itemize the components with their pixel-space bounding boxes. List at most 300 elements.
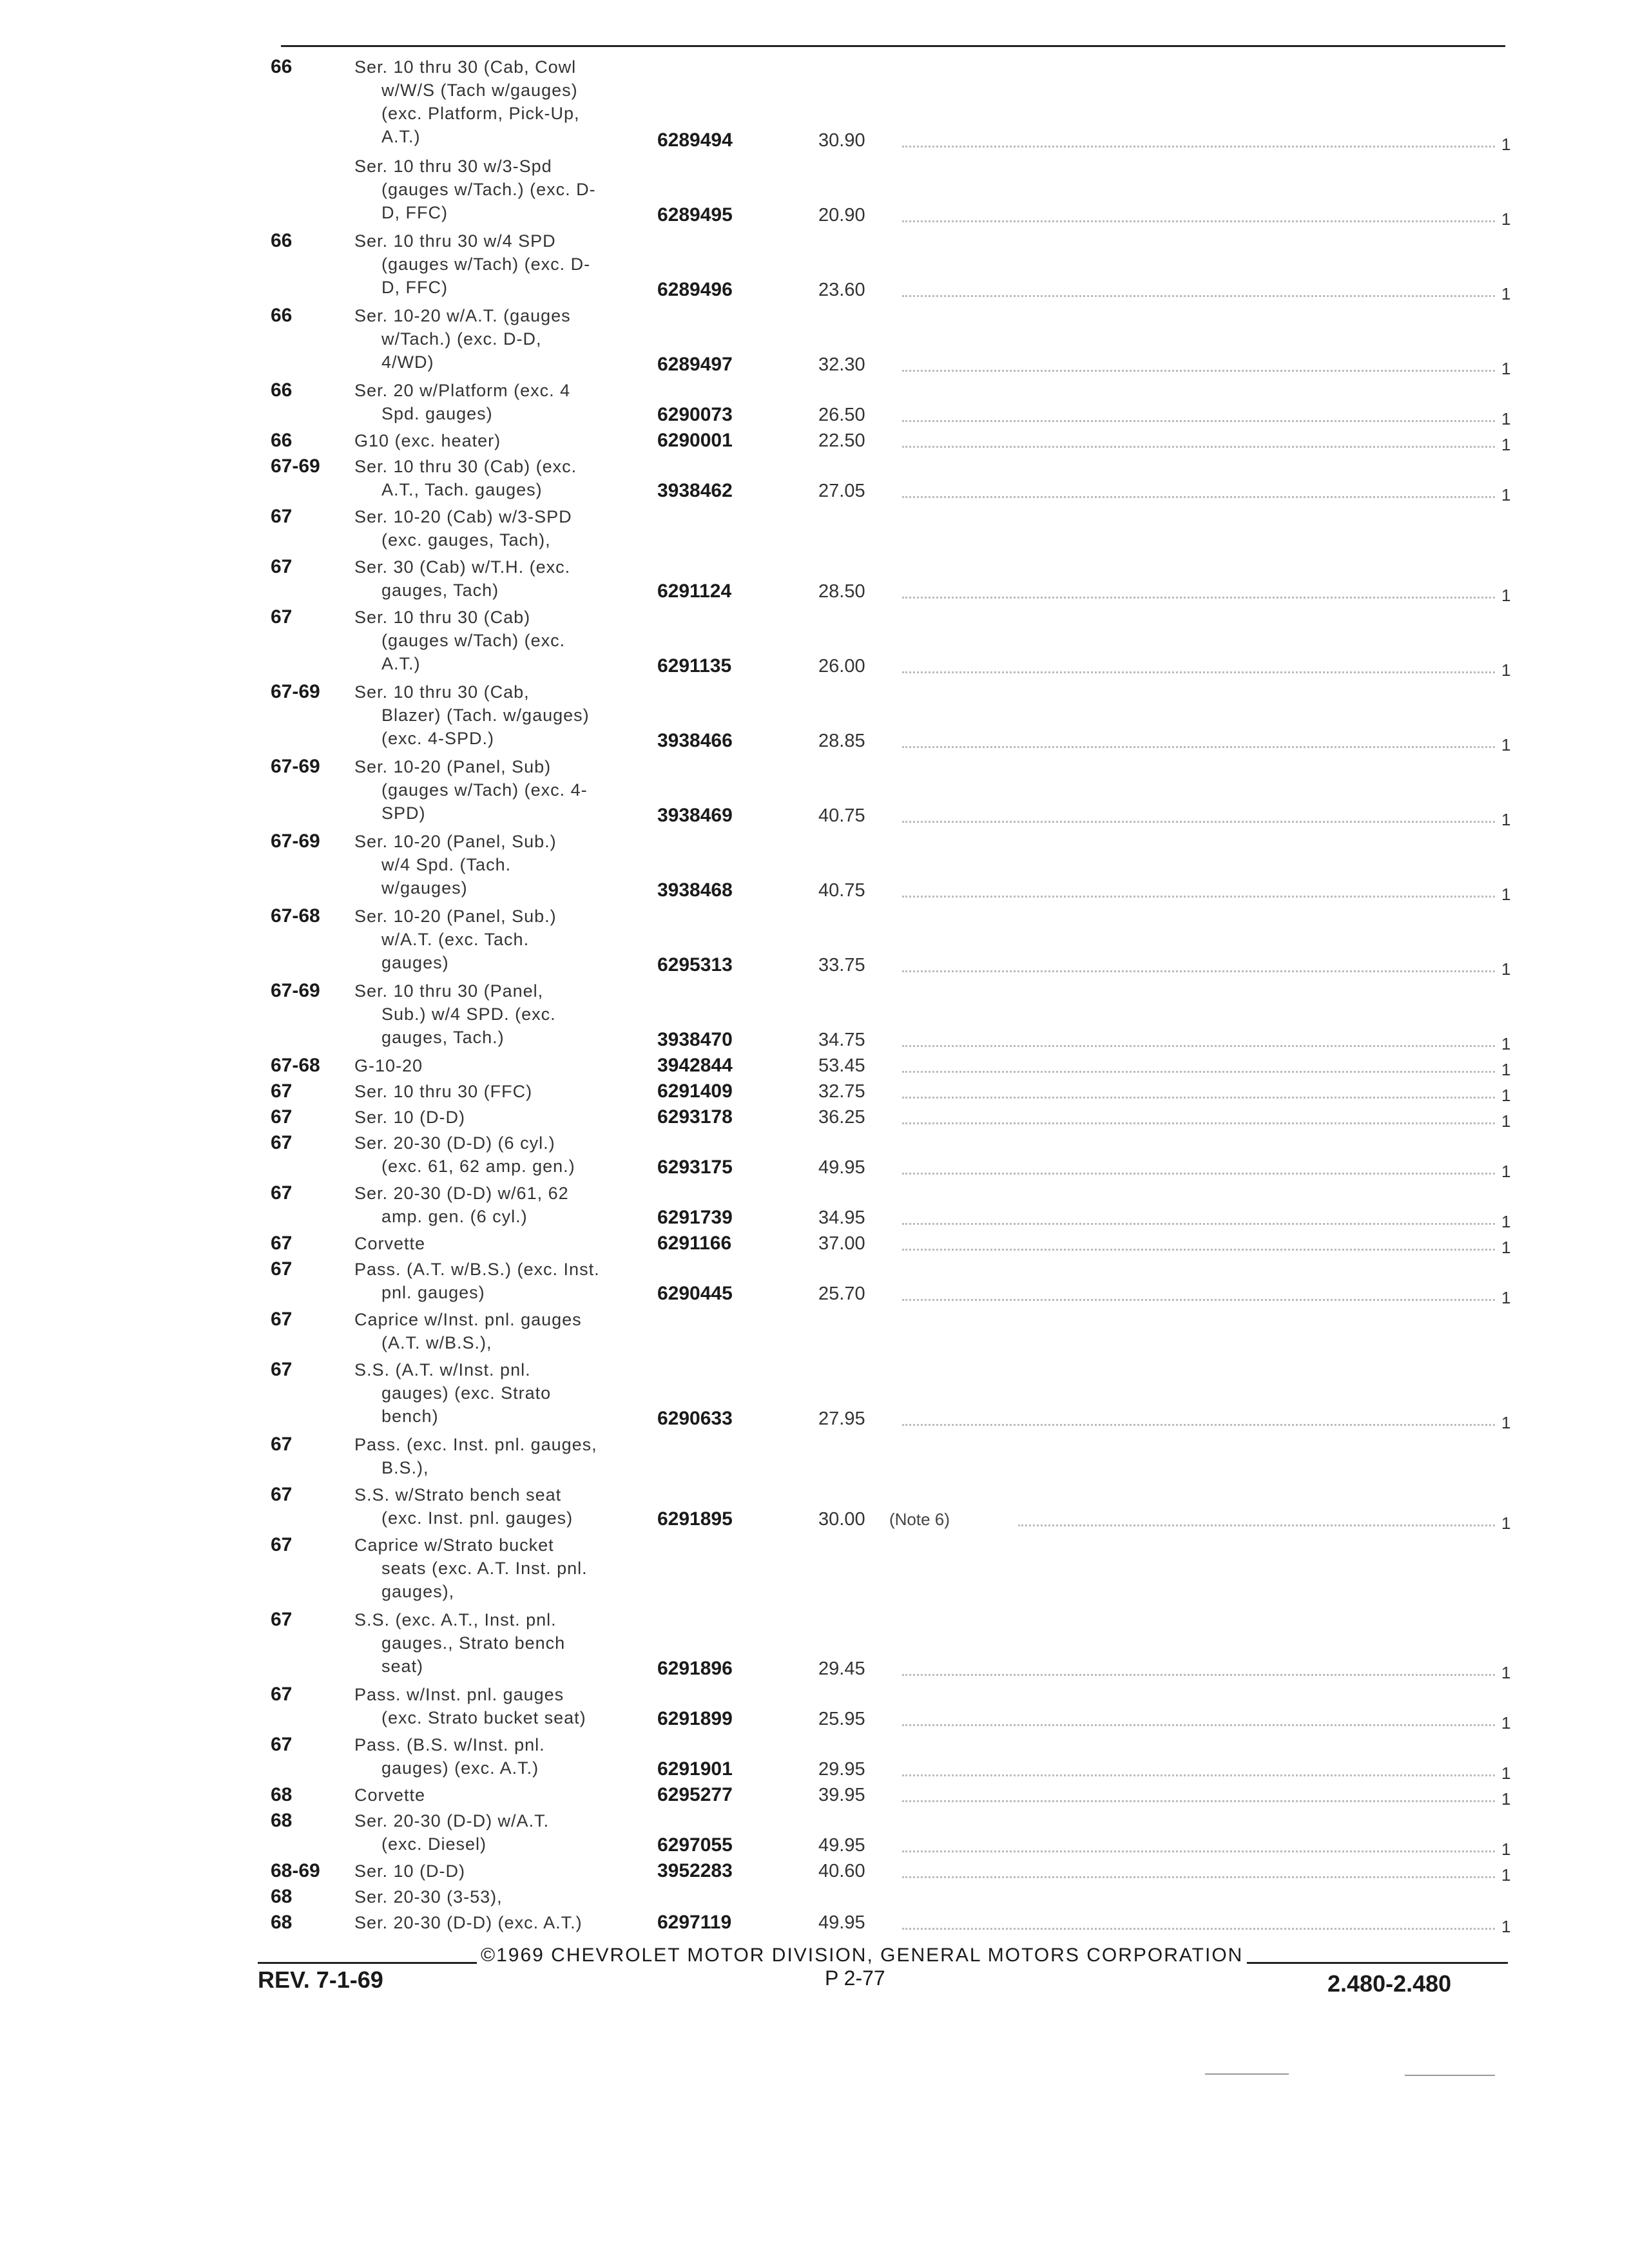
description-line: S.S. w/Strato bench seat — [354, 1485, 562, 1504]
application-description — [354, 1106, 625, 1129]
model-year: 67 — [271, 1684, 293, 1705]
model-year: 67 — [271, 1132, 293, 1153]
model-year: 66 — [271, 380, 293, 401]
price: 39.95 — [818, 1785, 865, 1805]
description-line: Ser. 10 thru 30 w/4 SPD — [354, 231, 556, 251]
description-line: Pass. (B.S. w/Inst. pnl. — [354, 1735, 545, 1754]
description-line: Ser. 10-20 (Panel, Sub.) — [354, 907, 557, 926]
quantity: 1 — [1501, 1162, 1511, 1181]
part-number: 6289497 — [657, 354, 733, 375]
application-description — [354, 1608, 625, 1678]
model-year: 66 — [271, 305, 293, 326]
application-description — [354, 304, 625, 374]
price: 20.90 — [818, 205, 865, 226]
catalog-row — [0, 1308, 1629, 1357]
application-description — [354, 1783, 625, 1807]
description-line: Blazer) (Tach. w/gauges) — [381, 706, 590, 725]
model-year: 67 — [271, 556, 293, 577]
scan-mark — [1205, 2073, 1289, 2075]
description-line: seats (exc. A.T. Inst. pnl. — [381, 1559, 588, 1578]
description-line: Ser. 10-20 (Panel, Sub) — [354, 757, 552, 776]
footer-copyright: ©1969 CHEVROLET MOTOR DIVISION, GENERAL MOTORS CORPORATION — [477, 1945, 1247, 1966]
price: 29.95 — [818, 1759, 865, 1780]
model-year: 67 — [271, 1081, 293, 1102]
description-line: w/W/S (Tach w/gauges) — [381, 81, 578, 100]
dot-leader — [902, 1045, 1495, 1047]
application-description — [354, 1733, 625, 1780]
price: 32.30 — [818, 354, 865, 375]
catalog-row — [0, 1433, 1629, 1482]
part-number: 6290073 — [657, 404, 733, 425]
quantity: 1 — [1501, 959, 1511, 979]
price: 26.50 — [818, 405, 865, 425]
description-line: Caprice w/Inst. pnl. gauges — [354, 1310, 582, 1329]
catalog-row — [0, 1258, 1629, 1307]
price: 40.60 — [818, 1861, 865, 1881]
application-description — [354, 1885, 625, 1908]
application-description — [354, 905, 625, 974]
catalog-row — [0, 1358, 1629, 1432]
part-number: 6291166 — [657, 1233, 732, 1254]
description-line: gauges), — [381, 1582, 455, 1601]
application-description — [354, 606, 625, 675]
quantity: 1 — [1501, 1917, 1511, 1936]
price: 26.00 — [818, 656, 865, 677]
dot-leader — [902, 1299, 1495, 1301]
description-line: (gauges w/Tach) (exc. 4- — [381, 780, 588, 800]
description-line: SPD) — [381, 803, 426, 823]
model-year: 67-69 — [271, 456, 320, 477]
model-year: 67 — [271, 1309, 293, 1330]
part-number: 6291895 — [657, 1508, 733, 1530]
catalog-row — [0, 55, 1629, 153]
part-number: 6297119 — [657, 1912, 732, 1933]
part-number: 6291901 — [657, 1758, 733, 1780]
model-year: 67 — [271, 1434, 293, 1455]
model-year: 67 — [271, 1233, 293, 1254]
catalog-row — [0, 1911, 1629, 1936]
price: 27.95 — [818, 1408, 865, 1429]
price: 40.75 — [818, 880, 865, 901]
part-number: 3938470 — [657, 1029, 733, 1050]
model-year: 66 — [271, 230, 293, 251]
description-line: Ser. 10-20 (Panel, Sub.) — [354, 832, 557, 851]
description-line: Pass. (A.T. w/B.S.) (exc. Inst. — [354, 1260, 600, 1279]
catalog-row — [0, 1232, 1629, 1256]
catalog-row — [0, 1860, 1629, 1884]
part-number: 6291409 — [657, 1081, 733, 1102]
catalog-row — [0, 1054, 1629, 1079]
description-line: Ser. 10 thru 30 w/3-Spd — [354, 157, 552, 176]
part-number: 6291899 — [657, 1708, 733, 1729]
model-year: 67 — [271, 1484, 293, 1505]
dot-leader — [902, 1249, 1495, 1251]
quantity: 1 — [1501, 586, 1511, 605]
description-line: 4/WD) — [381, 352, 434, 372]
quantity: 1 — [1501, 209, 1511, 229]
application-description — [354, 555, 625, 602]
model-year: 68 — [271, 1886, 293, 1907]
model-year: 67 — [271, 506, 293, 527]
price: 25.95 — [818, 1709, 865, 1729]
price: 29.45 — [818, 1658, 865, 1679]
description-line: A.T.) — [381, 127, 421, 146]
quantity: 1 — [1501, 1034, 1511, 1053]
quantity: 1 — [1501, 1789, 1511, 1809]
dot-leader — [902, 1774, 1495, 1776]
catalog-row — [0, 1533, 1629, 1607]
catalog-row — [0, 229, 1629, 303]
description-line: A.T.) — [381, 654, 421, 673]
dot-leader — [902, 420, 1495, 422]
application-description — [354, 505, 625, 552]
description-line: Ser. 10-20 (Cab) w/3-SPD — [354, 507, 572, 526]
application-description — [354, 379, 625, 425]
quantity: 1 — [1501, 735, 1511, 754]
description-line: Ser. 20-30 (D-D) w/61, 62 — [354, 1184, 569, 1203]
description-line: Ser. 10 (D-D) — [354, 1861, 466, 1881]
application-description — [354, 1683, 625, 1729]
catalog-row — [0, 304, 1629, 378]
dot-leader — [902, 1674, 1495, 1676]
description-line: w/A.T. (exc. Tach. — [381, 930, 530, 949]
description-line: gauges., Strato bench — [381, 1633, 566, 1653]
application-description — [354, 680, 625, 750]
description-line: (exc. 61, 62 amp. gen.) — [381, 1157, 575, 1176]
application-description — [354, 1809, 625, 1856]
quantity: 1 — [1501, 135, 1511, 154]
quantity: 1 — [1501, 1060, 1511, 1079]
footer-page-number: P 2-77 — [825, 1966, 885, 1990]
description-line: (exc. 4-SPD.) — [381, 729, 495, 748]
description-line: Caprice w/Strato bucket — [354, 1535, 554, 1555]
dot-leader — [902, 370, 1495, 372]
price: 22.50 — [818, 430, 865, 451]
catalog-row — [0, 1483, 1629, 1532]
part-number: 6293175 — [657, 1157, 733, 1178]
dot-leader — [902, 1928, 1495, 1930]
catalog-row — [0, 1131, 1629, 1180]
quantity: 1 — [1501, 1763, 1511, 1783]
description-line: Ser. 10 thru 30 (Cab) (exc. — [354, 457, 577, 476]
description-line: Ser. 10-20 w/A.T. (gauges — [354, 306, 571, 325]
dot-leader — [902, 220, 1495, 222]
description-line: Sub.) w/4 SPD. (exc. — [381, 1004, 556, 1024]
description-line: G-10-20 — [354, 1056, 423, 1075]
catalog-row — [0, 606, 1629, 679]
model-year: 68 — [271, 1912, 293, 1933]
part-number: 6290633 — [657, 1408, 733, 1429]
quantity: 1 — [1501, 1086, 1511, 1105]
quantity: 1 — [1501, 1514, 1511, 1533]
price: 32.75 — [818, 1081, 865, 1102]
model-year: 67 — [271, 1258, 293, 1280]
application-description — [354, 1911, 625, 1934]
description-line: D, FFC) — [381, 278, 448, 297]
dot-leader — [902, 1850, 1495, 1852]
model-year: 67 — [271, 1182, 293, 1204]
model-year: 67 — [271, 606, 293, 628]
description-line: Ser. 20-30 (D-D) (6 cyl.) — [354, 1133, 555, 1153]
model-year: 67 — [271, 1609, 293, 1630]
application-description — [354, 429, 625, 452]
quantity: 1 — [1501, 1111, 1511, 1131]
description-line: Spd. gauges) — [381, 404, 493, 423]
description-line: (A.T. w/B.S.), — [381, 1333, 492, 1352]
quantity: 1 — [1501, 885, 1511, 904]
application-description — [354, 1533, 625, 1603]
price: 53.45 — [818, 1055, 865, 1076]
model-year: 66 — [271, 56, 293, 77]
description-line: Corvette — [354, 1234, 426, 1253]
catalog-row — [0, 555, 1629, 604]
dot-leader — [902, 1173, 1495, 1175]
catalog-row — [0, 379, 1629, 428]
description-line: Ser. 10 thru 30 (FFC) — [354, 1082, 533, 1101]
quantity: 1 — [1501, 1288, 1511, 1307]
dot-leader — [902, 1097, 1495, 1099]
application-description — [354, 1258, 625, 1304]
part-number: 3938469 — [657, 805, 733, 826]
dot-leader — [902, 1223, 1495, 1225]
description-line: A.T., Tach. gauges) — [381, 480, 543, 499]
model-year: 67-69 — [271, 756, 320, 777]
price: 36.25 — [818, 1107, 865, 1128]
price: 34.95 — [818, 1207, 865, 1228]
quantity: 1 — [1501, 1212, 1511, 1231]
model-year: 67 — [271, 1734, 293, 1755]
description-line: pnl. gauges) — [381, 1283, 485, 1302]
dot-leader — [902, 446, 1495, 448]
dot-leader — [902, 1800, 1495, 1802]
dot-leader — [902, 746, 1495, 748]
footer-group-number: 2.480-2.480 — [1327, 1970, 1452, 1997]
model-year: 67-69 — [271, 681, 320, 702]
price: 33.75 — [818, 955, 865, 975]
price: 49.95 — [818, 1912, 865, 1933]
model-year: 67-68 — [271, 905, 320, 927]
quantity: 1 — [1501, 1413, 1511, 1432]
quantity: 1 — [1501, 1865, 1511, 1885]
catalog-row — [0, 505, 1629, 554]
description-line: w/Tach.) (exc. D-D, — [381, 329, 542, 349]
description-line: Ser. 20 w/Platform (exc. 4 — [354, 381, 571, 400]
catalog-row — [0, 1885, 1629, 1910]
part-number: 6295277 — [657, 1784, 733, 1805]
catalog-row — [0, 1106, 1629, 1130]
model-year: 67-69 — [271, 980, 320, 1001]
catalog-row — [0, 1809, 1629, 1858]
application-description — [354, 1131, 625, 1178]
application-description — [354, 755, 625, 825]
description-line: seat) — [381, 1657, 424, 1676]
application-description — [354, 1182, 625, 1228]
part-number: 3938466 — [657, 730, 733, 751]
part-number: 6289494 — [657, 130, 733, 151]
catalog-row — [0, 155, 1629, 228]
catalog-row — [0, 1608, 1629, 1682]
model-year: 67-69 — [271, 831, 320, 852]
description-line: (exc. Inst. pnl. gauges) — [381, 1508, 574, 1528]
part-number: 3938462 — [657, 480, 733, 501]
dot-leader — [902, 597, 1495, 599]
quantity: 1 — [1501, 810, 1511, 829]
part-number: 3942844 — [657, 1055, 733, 1076]
quantity: 1 — [1501, 660, 1511, 680]
description-line: Ser. 10 thru 30 (Cab, Cowl — [354, 57, 577, 77]
dot-leader — [902, 671, 1495, 673]
description-line: bench) — [381, 1407, 439, 1426]
part-number: 6295313 — [657, 954, 733, 975]
application-description — [354, 979, 625, 1049]
catalog-row — [0, 1182, 1629, 1231]
description-line: (exc. Diesel) — [381, 1834, 487, 1854]
application-description — [354, 229, 625, 299]
note-reference: (Note 6) — [889, 1510, 950, 1529]
description-line: (exc. Platform, Pick-Up, — [381, 104, 580, 123]
description-line: gauges) (exc. A.T.) — [381, 1758, 539, 1778]
price: 30.00 — [818, 1509, 865, 1530]
price: 40.75 — [818, 805, 865, 826]
description-line: amp. gen. (6 cyl.) — [381, 1207, 528, 1226]
model-year: 67 — [271, 1359, 293, 1380]
application-description — [354, 1483, 625, 1530]
price: 49.95 — [818, 1835, 865, 1856]
footer-revision: REV. 7-1-69 — [258, 1966, 383, 1993]
price: 25.70 — [818, 1283, 865, 1304]
price: 23.60 — [818, 280, 865, 300]
quantity: 1 — [1501, 359, 1511, 378]
description-line: w/gauges) — [381, 878, 468, 898]
quantity: 1 — [1501, 1840, 1511, 1859]
dot-leader — [902, 970, 1495, 972]
price: 30.90 — [818, 130, 865, 151]
catalog-row — [0, 979, 1629, 1053]
description-line: (gauges w/Tach) (exc. D- — [381, 255, 591, 274]
application-description — [354, 155, 625, 224]
dot-leader — [902, 146, 1495, 148]
application-description — [354, 1433, 625, 1479]
quantity: 1 — [1501, 284, 1511, 303]
part-number: 6297055 — [657, 1834, 733, 1856]
application-description — [354, 1860, 625, 1883]
application-description — [354, 1054, 625, 1077]
description-line: G10 (exc. heater) — [354, 431, 501, 450]
description-line: Ser. 10 (D-D) — [354, 1108, 466, 1127]
dot-leader — [902, 1876, 1495, 1878]
quantity: 1 — [1501, 435, 1511, 454]
model-year: 67 — [271, 1106, 293, 1128]
part-number: 6291739 — [657, 1207, 733, 1228]
part-number: 6291135 — [657, 655, 732, 677]
model-year: 67 — [271, 1534, 293, 1555]
description-line: gauges) (exc. Strato — [381, 1383, 552, 1403]
part-number: 6291124 — [657, 581, 732, 602]
part-number: 6289495 — [657, 204, 733, 226]
description-line: B.S.), — [381, 1458, 429, 1477]
description-line: Ser. 10 thru 30 (Panel, — [354, 981, 544, 1001]
description-line: gauges, Tach.) — [381, 1028, 505, 1047]
quantity: 1 — [1501, 485, 1511, 505]
catalog-row — [0, 455, 1629, 504]
part-number: 6291896 — [657, 1658, 733, 1679]
dot-leader — [902, 295, 1495, 297]
catalog-row — [0, 755, 1629, 829]
catalog-row — [0, 1080, 1629, 1104]
description-line: Corvette — [354, 1785, 426, 1805]
description-line: Pass. (exc. Inst. pnl. gauges, — [354, 1435, 597, 1454]
description-line: (gauges w/Tach.) (exc. D- — [381, 180, 596, 199]
price: 37.00 — [818, 1233, 865, 1254]
description-line: D, FFC) — [381, 203, 448, 222]
description-line: w/4 Spd. (Tach. — [381, 855, 512, 874]
description-line: (exc. gauges, Tach), — [381, 530, 551, 550]
catalog-row — [0, 1683, 1629, 1732]
part-number: 3952283 — [657, 1860, 733, 1881]
part-number: 6293178 — [657, 1106, 733, 1128]
dot-leader — [902, 1122, 1495, 1124]
dot-leader — [1018, 1524, 1495, 1526]
price: 27.05 — [818, 481, 865, 501]
price: 28.85 — [818, 731, 865, 751]
catalog-row — [0, 429, 1629, 454]
model-year: 67-68 — [271, 1055, 320, 1076]
quantity: 1 — [1501, 1713, 1511, 1733]
part-number: 6289496 — [657, 279, 733, 300]
price: 34.75 — [818, 1030, 865, 1050]
catalog-row — [0, 1733, 1629, 1782]
catalog-row — [0, 830, 1629, 903]
description-line: (exc. Strato bucket seat) — [381, 1708, 586, 1727]
application-description — [354, 1232, 625, 1255]
application-description — [354, 455, 625, 501]
dot-leader — [902, 496, 1495, 498]
description-line: Ser. 10 thru 30 (Cab, — [354, 682, 530, 702]
quantity: 1 — [1501, 1238, 1511, 1257]
model-year: 68 — [271, 1784, 293, 1805]
description-line: S.S. (A.T. w/Inst. pnl. — [354, 1360, 531, 1379]
application-description — [354, 1080, 625, 1103]
description-line: Ser. 10 thru 30 (Cab) — [354, 608, 531, 627]
description-line: Ser. 20-30 (D-D) (exc. A.T.) — [354, 1913, 583, 1932]
catalog-row — [0, 680, 1629, 754]
description-line: (gauges w/Tach) (exc. — [381, 631, 566, 650]
application-description — [354, 55, 625, 148]
dot-leader — [902, 896, 1495, 898]
dot-leader — [902, 1724, 1495, 1726]
application-description — [354, 830, 625, 899]
description-line: gauges, Tach) — [381, 581, 499, 600]
quantity: 1 — [1501, 1663, 1511, 1682]
model-year: 68 — [271, 1810, 293, 1831]
description-line: S.S. (exc. A.T., Inst. pnl. — [354, 1610, 557, 1629]
catalog-row — [0, 1783, 1629, 1808]
description-line: Ser. 20-30 (D-D) w/A.T. — [354, 1811, 550, 1831]
catalog-row — [0, 905, 1629, 978]
price: 28.50 — [818, 581, 865, 602]
description-line: Ser. 30 (Cab) w/T.H. (exc. — [354, 557, 571, 577]
model-year: 68-69 — [271, 1860, 320, 1881]
dot-leader — [902, 821, 1495, 823]
part-number: 3938468 — [657, 879, 733, 901]
dot-leader — [902, 1424, 1495, 1426]
part-number: 6290445 — [657, 1283, 733, 1304]
model-year: 66 — [271, 430, 293, 451]
description-line: gauges) — [381, 953, 449, 972]
dot-leader — [902, 1071, 1495, 1073]
part-number: 6290001 — [657, 430, 733, 451]
price: 49.95 — [818, 1157, 865, 1178]
